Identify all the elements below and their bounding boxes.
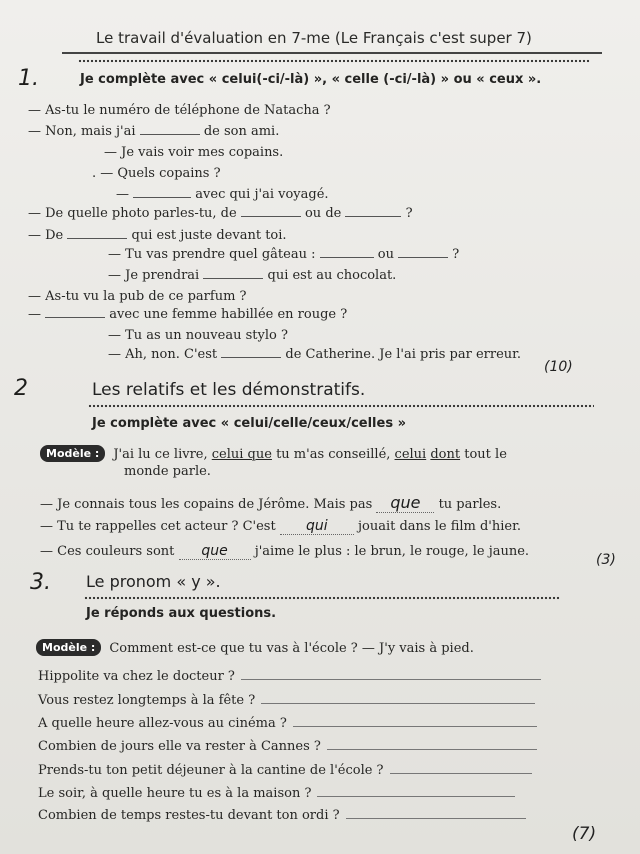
question-line: Le soir, à quelle heure tu es à la maison ?: [38, 786, 515, 801]
exercise-line: — avec qui j'ai voyagé.: [116, 187, 329, 202]
question-line: Vous restez longtemps à la fête ?: [38, 693, 535, 708]
handwritten-answer: que: [376, 493, 434, 513]
exercise-line: — Je prendrai qui est au chocolat.: [108, 268, 397, 283]
model-badge: Modèle :: [36, 639, 101, 656]
exercise-line: — Ces couleurs sont que j'aime le plus : le brun, le rouge, le jaune.: [40, 543, 530, 559]
exercise-line: — Tu vas prendre quel gâteau : ou ?: [108, 247, 460, 262]
exercise-line: — As-tu le numéro de téléphone de Natacha ?: [28, 103, 331, 118]
exercise-line: — avec une femme habillée en rouge ?: [28, 307, 348, 322]
section-3-number: 3.: [30, 570, 51, 595]
dotted-divider: [88, 404, 594, 409]
exercise-line: — Tu as un nouveau stylo ?: [108, 328, 288, 343]
exercise-line: — Tu te rappelles cet acteur ? C'est qui jouait dans le film d'hier.: [40, 518, 522, 534]
page-title: Le travail d'évaluation en 7-me (Le Français c'est super 7): [96, 29, 532, 47]
model-example-continued: monde parle.: [124, 464, 211, 479]
question-line: A quelle heure allez-vous au cinéma ?: [38, 716, 537, 731]
title-underline: [62, 52, 602, 54]
section-3-score: (7): [572, 824, 597, 844]
dotted-divider: [78, 59, 590, 64]
section-2-title: Les relatifs et les démonstratifs.: [92, 380, 366, 400]
exercise-line: — Je connais tous les copains de Jérôme. Mais pas que tu parles.: [40, 493, 502, 512]
exercise-line: — Je vais voir mes copains.: [104, 145, 284, 160]
question-line: Hippolite va chez le docteur ?: [38, 669, 541, 684]
exercise-line: — Non, mais j'ai de son ami.: [28, 124, 280, 139]
dotted-divider: [84, 596, 560, 601]
section-2-score: (3): [596, 552, 616, 568]
section-1-score: (10): [544, 359, 573, 375]
section-3-instruction: Je réponds aux questions.: [86, 606, 277, 621]
model-example: Modèle : Comment est-ce que tu vas à l'école ? — J'y vais à pied.: [36, 639, 474, 656]
section-1-number: 1.: [18, 66, 39, 91]
question-line: Combien de jours elle va rester à Cannes ?: [38, 739, 537, 754]
handwritten-answer: que: [179, 543, 251, 560]
exercise-line: — As-tu vu la pub de ce parfum ?: [28, 289, 247, 304]
model-badge: Modèle :: [40, 445, 105, 462]
handwritten-answer: qui: [280, 518, 354, 535]
model-example: Modèle : J'ai lu ce livre, celui que tu m'as conseillé, celui dont tout le: [40, 445, 507, 462]
section-2-number: 2: [14, 376, 28, 401]
exercise-line: — De quelle photo parles-tu, de ou de ?: [28, 206, 413, 221]
section-3-title: Le pronom « y ».: [86, 572, 221, 591]
exercise-line: — Ah, non. C'est de Catherine. Je l'ai pris par erreur.: [108, 347, 522, 362]
exercise-line: — De qui est juste devant toi.: [28, 228, 287, 243]
question-line: Combien de temps restes-tu devant ton ordi ?: [38, 808, 526, 823]
question-line: Prends-tu ton petit déjeuner à la cantine de l'école ?: [38, 763, 532, 778]
section-2-instruction: Je complète avec « celui/celle/ceux/celles »: [92, 416, 406, 431]
exercise-line: . — Quels copains ?: [92, 166, 221, 181]
section-1-instruction: Je complète avec « celui(-ci/-là) », « celle (-ci/-là) » ou « ceux ».: [80, 72, 542, 87]
